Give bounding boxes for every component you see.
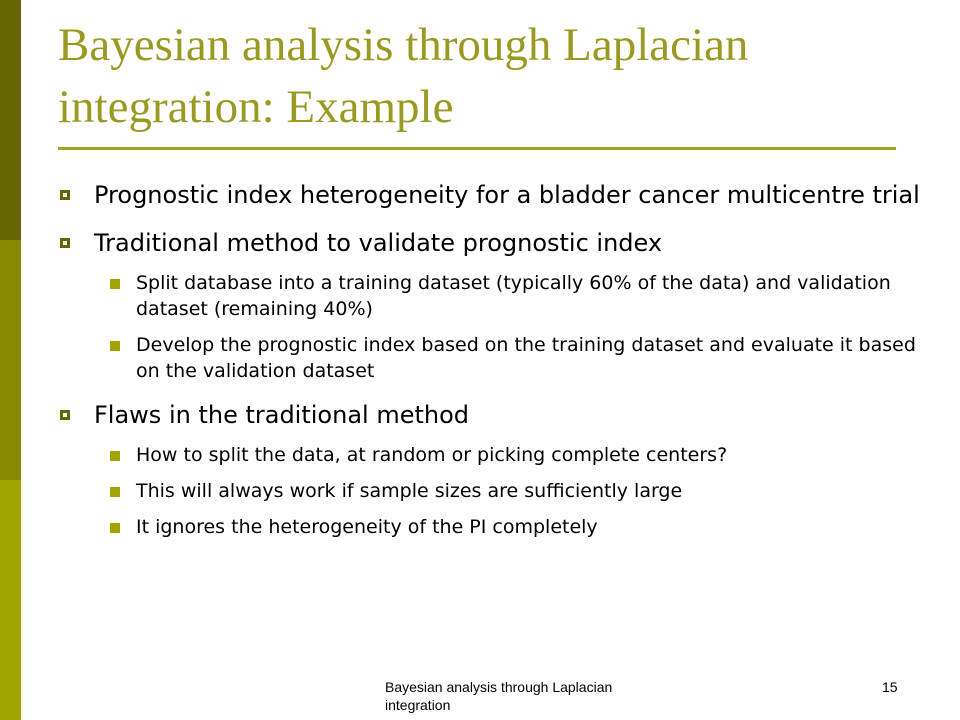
hollow-square-icon — [60, 410, 70, 420]
bullet-text: Traditional method to validate prognostic index — [94, 229, 663, 257]
slide-content — [56, 178, 936, 550]
filled-square-icon — [110, 451, 120, 461]
sub-bullet-item — [56, 442, 936, 468]
bullet-text: Flaws in the traditional method — [94, 401, 470, 429]
hollow-square-icon — [60, 238, 70, 248]
sub-bullet-item — [56, 478, 936, 504]
bullet-item — [56, 178, 936, 212]
page-number: 15 — [882, 679, 898, 695]
filled-square-icon — [110, 279, 120, 289]
sub-bullet-text: How to split the data, at random or picking complete centers? — [136, 444, 728, 466]
sub-bullet-text: It ignores the heterogeneity of the PI completely — [136, 516, 598, 538]
bullet-item — [56, 398, 936, 432]
sub-bullet-item — [56, 270, 936, 322]
side-bar-middle — [0, 240, 21, 480]
hollow-square-icon — [60, 190, 70, 200]
filled-square-icon — [110, 341, 120, 351]
bullet-text: Prognostic index heterogeneity for a bladder cancer multicentre trial — [94, 181, 920, 209]
sub-bullet-text: Develop the prognostic index based on the training dataset and evaluate it based on the validation dataset — [136, 334, 916, 382]
side-bar-bottom — [0, 480, 21, 720]
sub-bullet-item — [56, 332, 936, 384]
slide-footer: Bayesian analysis through Laplacian integration — [385, 679, 613, 713]
sub-bullet-text: Split database into a training dataset (typically 60% of the data) and validation dataset (remaining 40%) — [136, 272, 891, 320]
sub-bullet-item — [56, 514, 936, 540]
sub-bullet-text: This will always work if sample sizes are sufficiently large — [136, 480, 683, 502]
filled-square-icon — [110, 523, 120, 533]
bullet-item — [56, 226, 936, 260]
filled-square-icon — [110, 487, 120, 497]
title-divider — [58, 147, 896, 150]
side-bar-top — [0, 0, 21, 240]
slide-title: Bayesian analysis through Laplacian integration: Example — [58, 19, 749, 133]
